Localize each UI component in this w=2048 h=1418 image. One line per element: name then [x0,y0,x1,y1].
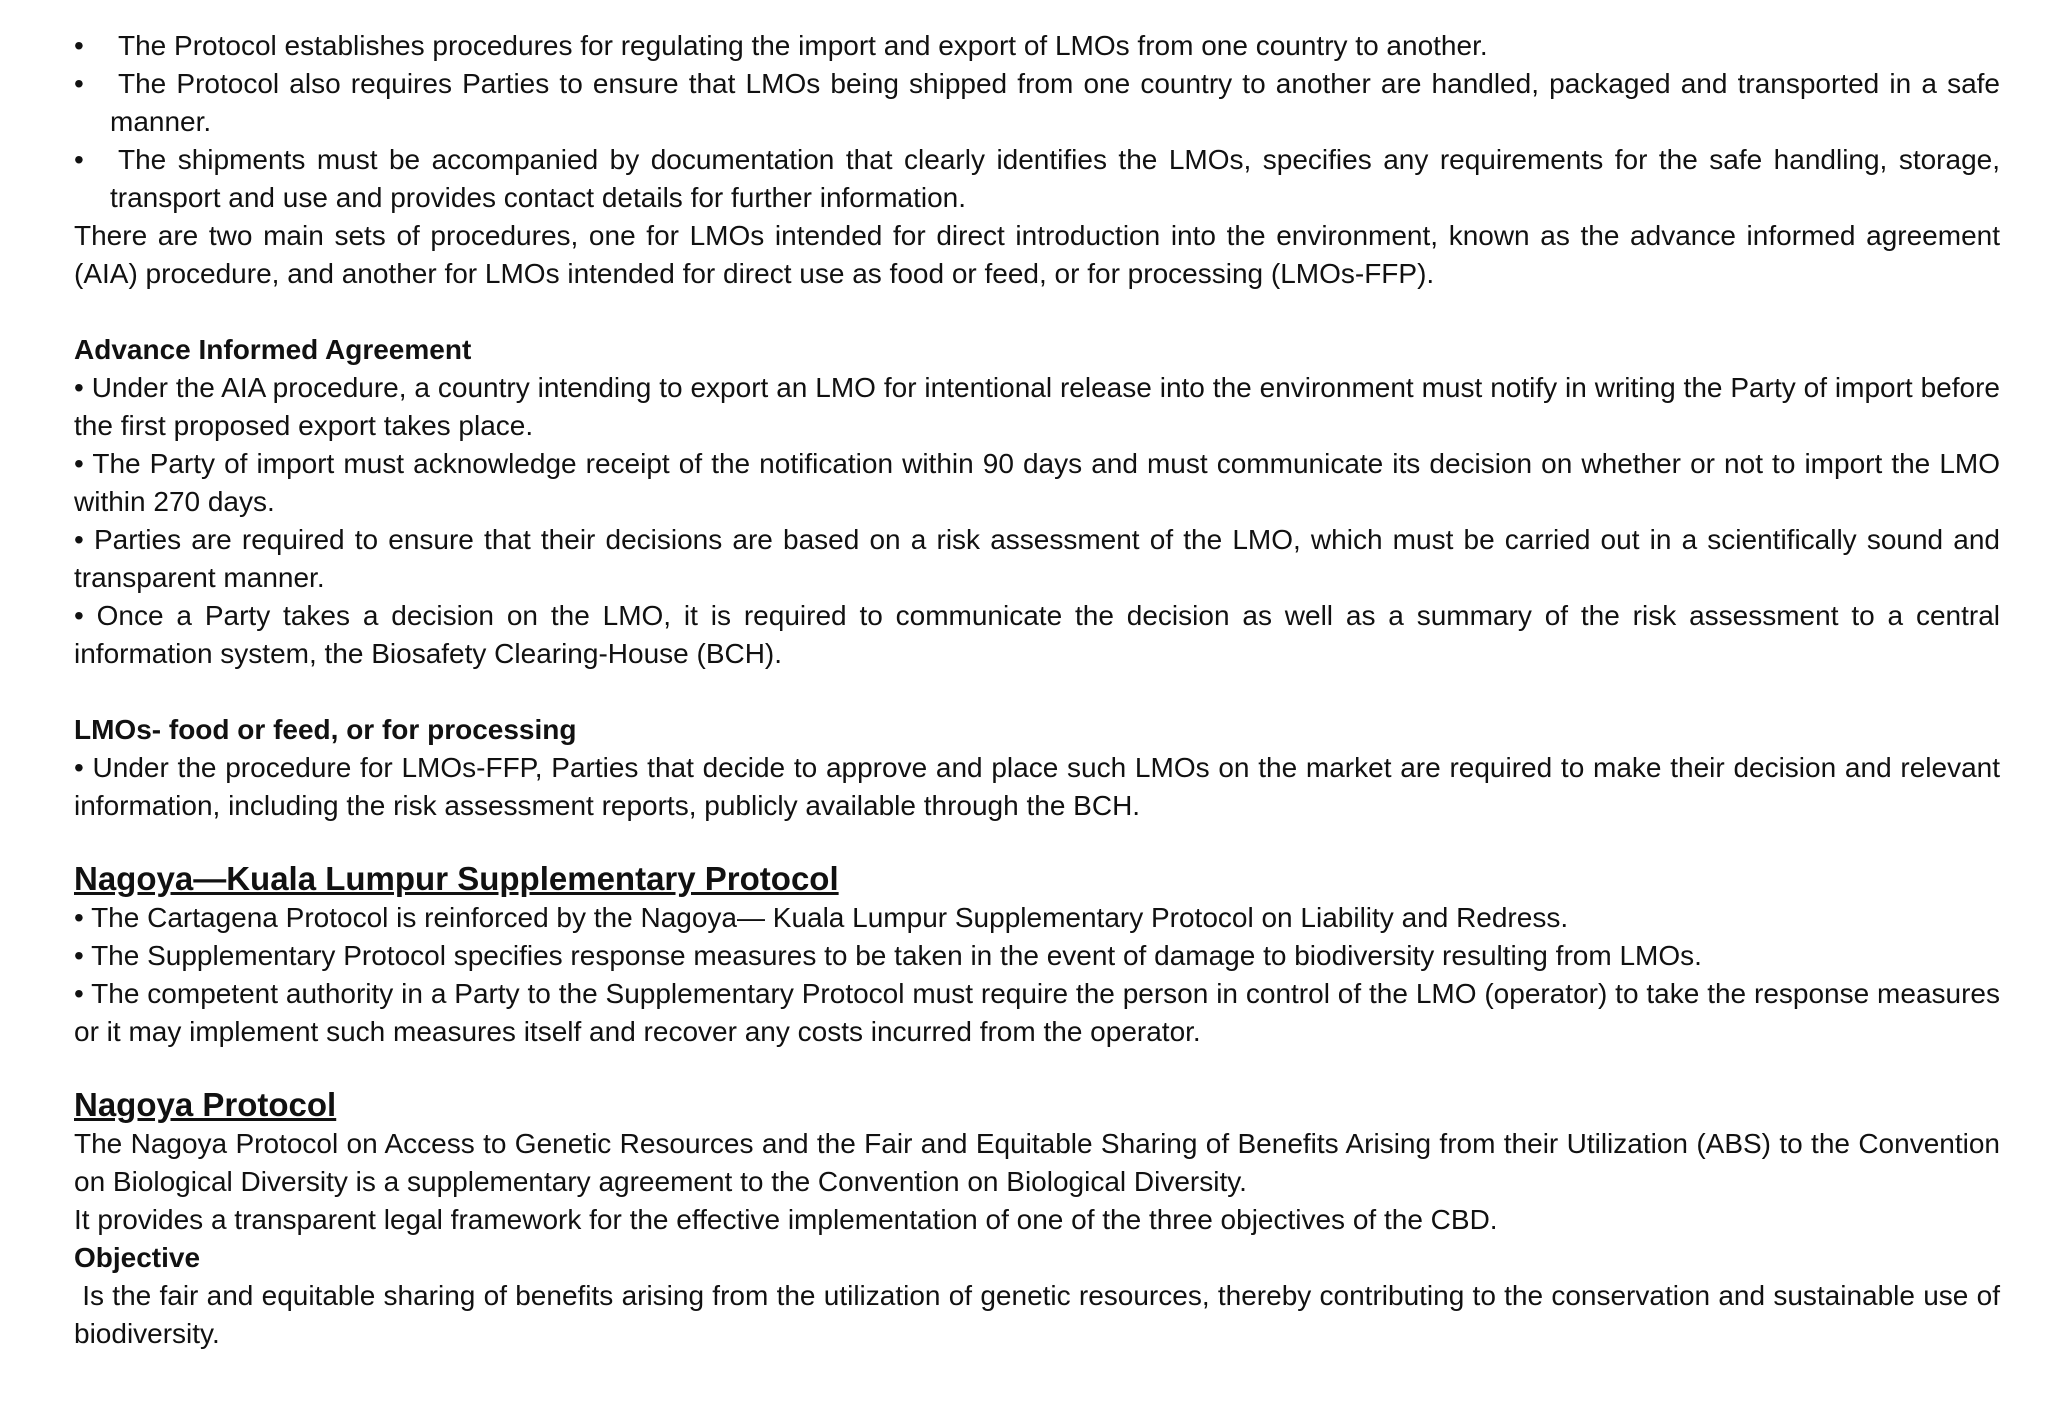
list-item: • The Cartagena Protocol is reinforced by the Nagoya— Kuala Lumpur Supplementary Protocol on Liability and Redress. [74,902,1569,933]
bullet-icon: • [74,144,84,175]
list-item-text: The shipments must be accompanied by documentation that clearly identifies the LMOs, specifies any requirements for the safe handling, storage, transport and use and provides contact details for further information. [110,144,2000,213]
list-item [74,27,2000,65]
intro-paragraph: There are two main sets of procedures, one for LMOs intended for direct introduction into the environment, known as the advance informed agreement (AIA) procedure, and another for LMOs intended for direct use as food or feed, or for processing (LMOs-FFP). [74,220,2000,289]
bullet-icon: • [74,68,84,99]
list-item: • Under the procedure for LMOs-FFP, Parties that decide to approve and place such LMOs on the market are required to make their decision and relevant information, including the risk assessment reports, publicly available through the BCH. [74,752,2000,821]
nagoya-paragraph: It provides a transparent legal framework for the effective implementation of one of the three objectives of the CBD. [74,1204,1498,1235]
bullet-icon: • [74,30,84,61]
list-item: • Parties are required to ensure that their decisions are based on a risk assessment of the LMO, which must be carried out in a scientifically sound and transparent manner. [74,524,2000,593]
intro-bullet-list [74,27,2000,217]
supplementary-protocol-heading: Nagoya—Kuala Lumpur Supplementary Protocol [74,860,839,897]
list-item: • The Party of import must acknowledge receipt of the notification within 90 days and must communicate its decision on whether or not to import the LMO within 270 days. [74,448,2000,517]
nagoya-paragraph: The Nagoya Protocol on Access to Genetic Resources and the Fair and Equitable Sharing of Benefits Arising from their Utilization (ABS) to the Convention on Biological Diversity is a supplementary agreement to the Convention on Biological Diversity. [74,1128,2000,1197]
list-item: • Once a Party takes a decision on the LMO, it is required to communicate the decision as well as a summary of the risk assessment to a central information system, the Biosafety Clearing-House (BCH). [74,600,2000,669]
spacer [74,825,2000,859]
spacer [74,293,2000,331]
list-item [74,65,2000,141]
list-item: • The Supplementary Protocol specifies response measures to be taken in the event of damage to biodiversity resulting from LMOs. [74,940,1702,971]
objective-text: Is the fair and equitable sharing of benefits arising from the utilization of genetic resources, thereby contributing to the conservation and sustainable use of biodiversity. [74,1280,2008,1349]
aia-heading: Advance Informed Agreement [74,334,472,365]
document-page [74,27,2008,1353]
list-item: • The competent authority in a Party to the Supplementary Protocol must require the person in control of the LMO (operator) to take the response measures or it may implement such measures itself and recover any costs incurred from the operator. [74,978,2000,1047]
objective-heading: Objective [74,1242,201,1273]
list-item-text: The Protocol establishes procedures for regulating the import and export of LMOs from one country to another. [118,30,1488,61]
list-item: • Under the AIA procedure, a country intending to export an LMO for intentional release into the environment must notify in writing the Party of import before the first proposed export takes place. [74,372,2000,441]
ffp-heading: LMOs- food or feed, or for processing [74,714,577,745]
spacer [74,1051,2000,1085]
list-item-text: The Protocol also requires Parties to ensure that LMOs being shipped from one country to another are handled, packaged and transported in a safe manner. [110,68,2000,137]
spacer [74,673,2000,711]
nagoya-protocol-heading: Nagoya Protocol [74,1086,337,1123]
list-item [74,141,2000,217]
